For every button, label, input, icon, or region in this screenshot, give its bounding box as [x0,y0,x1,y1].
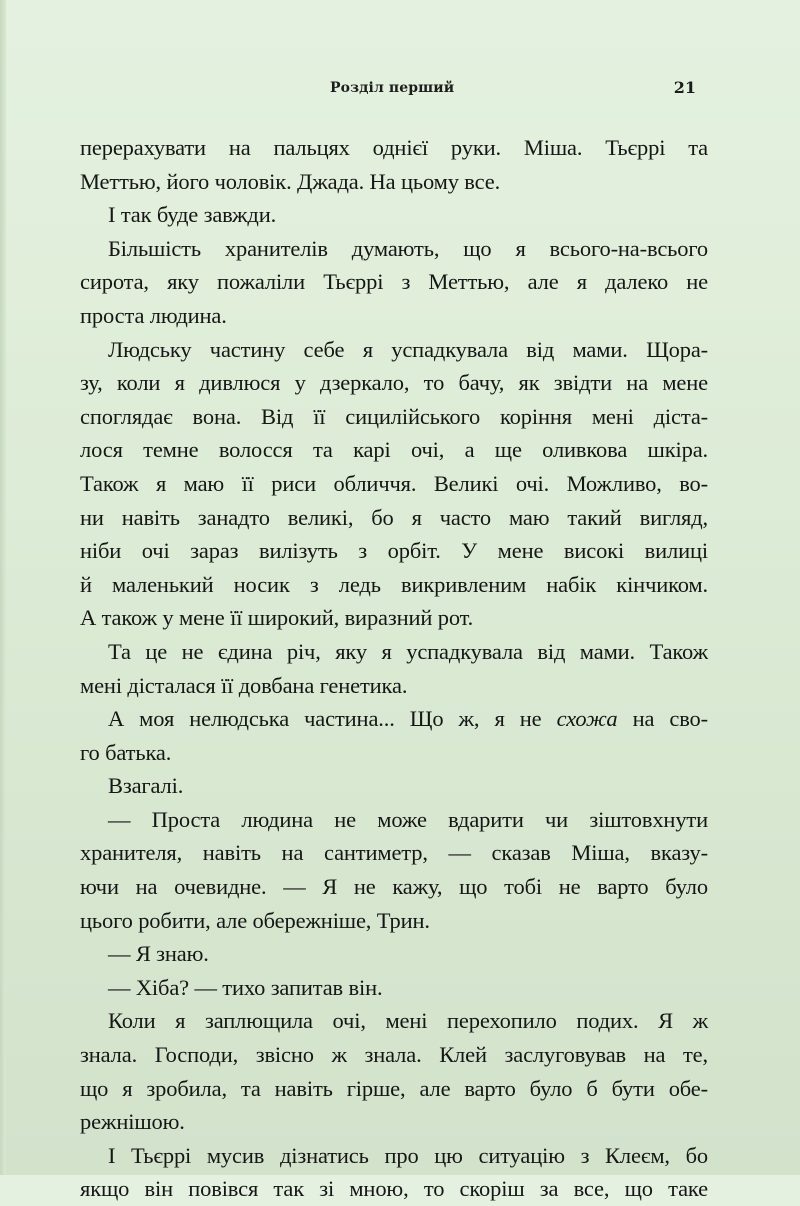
text-line: зу, коли я дивлюся у дзеркало, то бачу, як звідти на мене [80,370,708,396]
text-line: лося темне волосся та карі очі, а ще оливкова шкіра. [80,437,708,463]
text-line: й маленький носик з ледь викривленим набік кінчиком. [80,571,708,597]
page-number: 21 [673,78,696,97]
text-line: А також у мене її широкий, виразний рот. [80,605,474,631]
dialogue-line: — Проста людина не може вдарити чи зіштовхнути [108,806,708,832]
text-line: якщо він повівся так зі мною, то скоріш за все, що таке [80,1176,708,1202]
text-line: Меттью, його чоловік. Джада. На цьому все. [80,168,501,194]
text-line: проста людина. [80,302,227,328]
text-line: Також я маю її риси обличчя. Великі очі. Можливо, во- [80,470,708,496]
chapter-title: Розділ перший [330,80,455,96]
text-line: режнішою. [80,1109,185,1135]
dialogue-line: — Я знаю. [108,941,209,967]
text-line: що я зробила, та навіть гірше, але варто було б бути обе- [80,1075,708,1101]
text-line: перерахувати на пальцях однієї руки. Міша. Тьєррі та [80,135,708,160]
text-line: споглядає вона. Від її сицилійського коріння мені діста- [80,403,708,429]
text-line: І Тьєррі мусив дізнатись про цю ситуацію з Клеєм, бо [108,1142,708,1168]
text-line: мені дісталася її довбана генетика. [80,672,408,698]
text-line: ни навіть занадто великі, бо я часто маю такий вигляд, [80,504,708,530]
text-line: хранителя, навіть на сантиметр, — сказав Міша, вказу- [80,840,708,866]
text-line: го батька. [80,739,172,765]
text-line: Людську частину себе я успадкувала від мами. Щора- [108,336,708,362]
text-line: ніби очі зараз вилізуть з орбіт. У мене високі вилиці [80,538,708,564]
italic-emphasis: схожа [556,706,618,732]
text-line: Та це не єдина річ, яку я успадкувала від мами. Також [108,638,708,664]
text-segment: на сво- [617,706,709,732]
text-line: ючи на очевидне. — Я не кажу, що тобі не варто було [80,874,708,900]
text-line: Коли я заплющила очі, мені перехопило подих. Я ж [108,1008,708,1034]
body-text [80,131,708,1206]
text-line: цього робити, але обережніше, Трин. [80,907,430,933]
text-line: знала. Господи, звісно ж знала. Клей заслуговував на те, [80,1042,708,1068]
text-line-with-italic [80,702,708,736]
text-line: Більшість хранителів думають, що я всього-на-всього [108,235,708,261]
text-line: І так буде завжди. [108,202,277,228]
dialogue-line: — Хіба? — тихо запитав він. [108,974,383,1000]
text-line: Взагалі. [108,773,184,799]
running-header [330,78,696,100]
text-segment: А моя нелюдська частина... Що ж, я не [108,706,557,732]
text-line: сирота, яку пожаліли Тьєррі з Меттью, але я далеко не [80,269,708,295]
